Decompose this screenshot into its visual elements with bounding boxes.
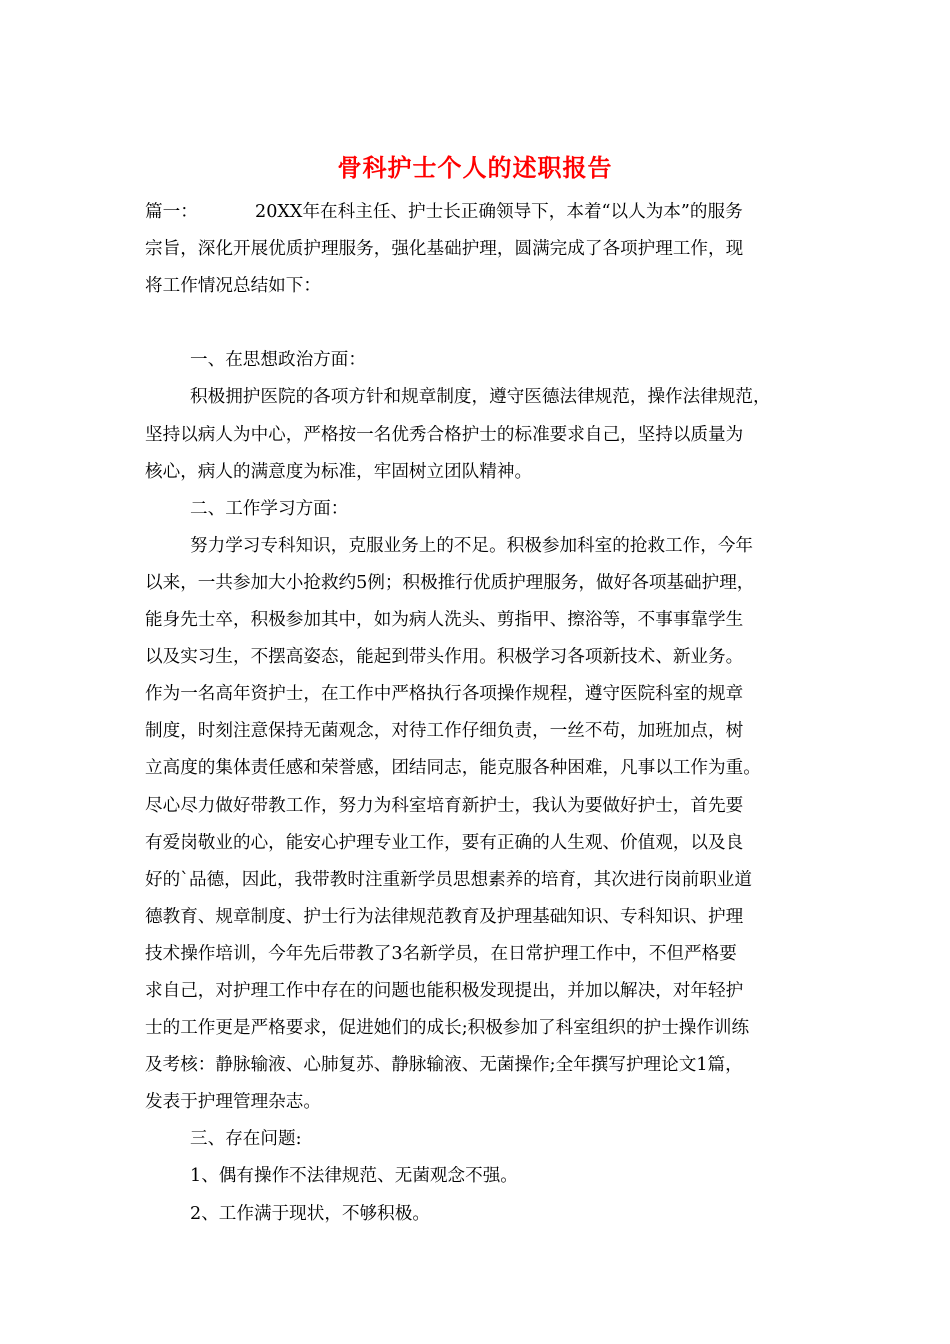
intro-line-2: 宗旨，深化开展优质护理服务，强化基础护理，圆满完成了各项护理工作，现 (145, 239, 744, 260)
section2-line: 尽心尽力做好带教工作，努力为科室培育新护士，我认为要做好护士，首先要 (145, 795, 744, 816)
section2-line: 制度，时刻注意保持无菌观念，对待工作仔细负责，一丝不苟，加班加点，树 (145, 721, 744, 742)
section2-line: 及考核：静脉输液、心肺复苏、静脉输液、无菌操作;全年撰写护理论文1篇， (145, 1055, 743, 1076)
section2-line: 士的工作更是严格要求，促进她们的成长;积极参加了科室组织的护士操作训练 (145, 1018, 750, 1039)
section3-item: 1、偶有操作不法律规范、无菌观念不强。 (190, 1166, 518, 1187)
section2-line: 能身先士卒，积极参加其中，如为病人洗头、剪指甲、擦浴等，不事事靠学生 (145, 610, 744, 631)
intro-label: 篇一： (145, 202, 198, 222)
section2-line: 发表于护理管理杂志。 (145, 1092, 321, 1113)
section1-line: 核心，病人的满意度为标准，牢固树立团队精神。 (145, 461, 533, 482)
section2-line: 求自己，对护理工作中存在的问题也能积极发现提出，并加以解决，对年轻护 (145, 980, 744, 1001)
section2-line: 作为一名高年资护士，在工作中严格执行各项操作规程，遵守医院科室的规章 (145, 684, 744, 705)
paragraph-gap (145, 305, 820, 342)
section1-heading: 一、在思想政治方面： (190, 350, 366, 371)
section1-line: 坚持以病人为中心，严格按一名优秀合格护士的标准要求自己，坚持以质量为 (145, 424, 744, 445)
section2-line: 德教育、规章制度、护士行为法律规范教育及护理基础知识、专科知识、护理 (145, 906, 744, 927)
section3-item: 2、工作满于现状，不够积极。 (190, 1203, 430, 1224)
section3-heading: 三、存在问题: (190, 1129, 302, 1150)
intro-line-3: 将工作情况总结如下： (145, 276, 321, 297)
section2-line: 好的`品德，因此，我带教时注重新学员思想素养的培育，其次进行岗前职业道 (145, 869, 752, 890)
section2-line: 立高度的集体责任感和荣誉感，团结同志，能克服各种困难，凡事以工作为重。 (145, 758, 761, 779)
document-title: 骨科护士个人的述职报告 (337, 153, 613, 182)
document-body (145, 194, 820, 1233)
section1-line: 积极拥护医院的各项方针和规章制度，遵守医德法律规范，操作法律规范， (190, 387, 771, 408)
section2-line: 以来，一共参加大小抢救约5例；积极推行优质护理服务，做好各项基础护理， (145, 572, 755, 593)
section2-line: 以及实习生，不摆高姿态，能起到带头作用。积极学习各项新技术、新业务。 (145, 647, 744, 668)
intro-text-1: 20XX年在科主任、护士长正确领导下，本着“以人为本”的服务 (255, 202, 743, 222)
section2-line: 努力学习专科知识，克服业务上的不足。积极参加科室的抢救工作，今年 (190, 535, 754, 556)
section2-line: 有爱岗敬业的心，能安心护理专业工作，要有正确的人生观、价值观，以及良 (145, 832, 744, 853)
section2-line: 技术操作培训，今年先后带教了3名新学员，在日常护理工作中，不但严格要 (145, 943, 737, 964)
intro-line-1 (145, 194, 820, 231)
section2-heading: 二、工作学习方面： (190, 498, 349, 519)
